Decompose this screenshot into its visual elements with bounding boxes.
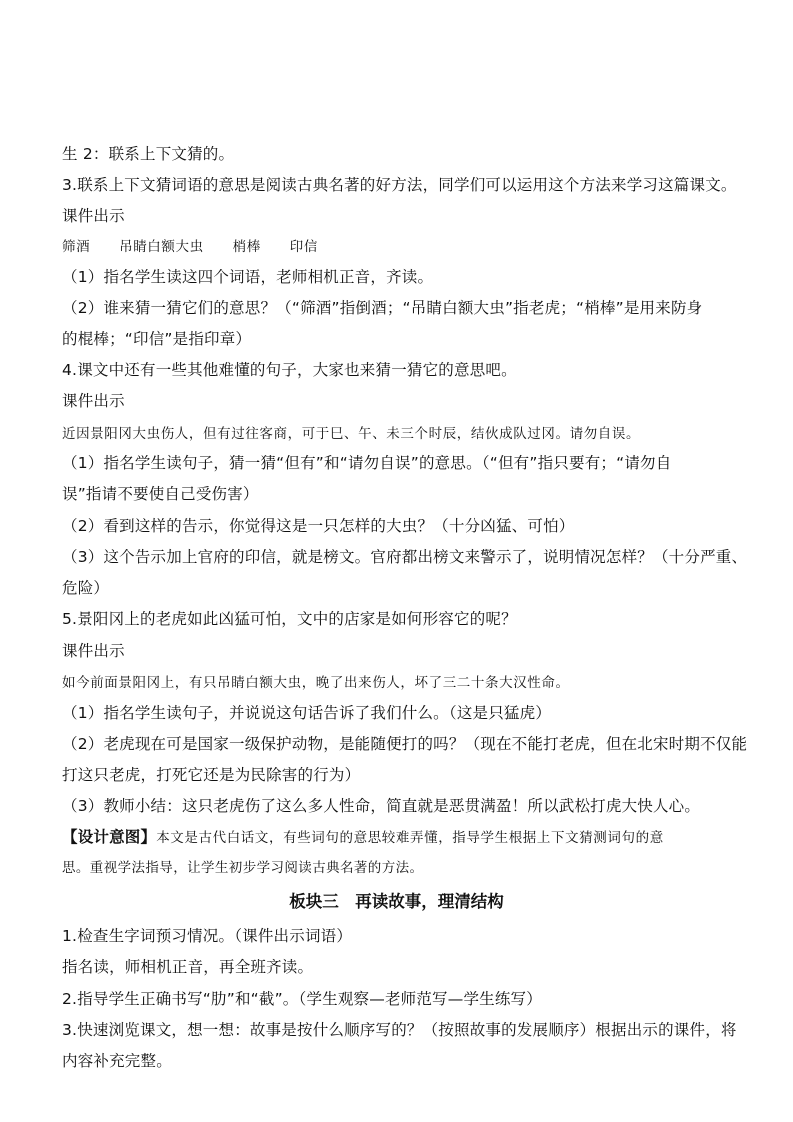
paragraph-line: 误”指请不要使自己受伤害） xyxy=(62,485,259,503)
quoted-sentence: 如今前面景阳冈上，有只吊睛白额大虫，晚了出来伤人，坏了三二十条大汉性命。 xyxy=(62,675,570,691)
paragraph-line: （3）这个告示加上官府的印信，就是榜文。官府都出榜文来警示了，说明情况怎样？（十分严重、 xyxy=(62,548,748,566)
design-intent-tag: 【设计意图】 xyxy=(62,828,157,846)
paragraph-line: 4.课文中还有一些其他难懂的句子，大家也来猜一猜它的意思吧。 xyxy=(62,361,517,379)
vocabulary-list xyxy=(62,236,342,258)
paragraph-line: 指名读，师相机正音，再全班齐读。 xyxy=(62,958,314,976)
courseware-label: 课件出示 xyxy=(62,392,125,410)
vocab-word: 筛酒 xyxy=(62,239,91,255)
paragraph-line: 5.景阳冈上的老虎如此凶猛可怕，文中的店家是如何形容它的呢？ xyxy=(62,610,517,628)
paragraph-line: 打这只老虎，打死它还是为民除害的行为） xyxy=(62,766,361,784)
paragraph-line: （2）看到这样的告示，你觉得这是一只怎样的大虫？（十分凶猛、可怕） xyxy=(62,517,575,535)
paragraph-line: 危险） xyxy=(62,579,110,597)
paragraph-line: 2.指导学生正确书写“肋”和“截”。（学生观察—老师范写—学生练写） xyxy=(62,990,542,1008)
paragraph-line: （2）老虎现在可是国家一级保护动物，是能随便打的吗？（现在不能打老虎，但在北宋时期不仅能 xyxy=(62,735,748,753)
paragraph-line: （1）指名学生读句子，并说说这句话告诉了我们什么。（这是只猛虎） xyxy=(62,704,552,722)
paragraph-line: 生 2：联系上下文猜的。 xyxy=(62,145,235,163)
paragraph-line: 的棍棒；“印信”是指印章） xyxy=(62,330,252,348)
paragraph-line: （2）谁来猜一猜它们的意思？（“筛酒”指倒酒；“吊睛白额大虫”指老虎；“梢棒”是用来防身 xyxy=(62,299,703,317)
design-intent-text: 本文是古代白话文，有些词句的意思较难弄懂，指导学生根据上下文猜测词句的意 xyxy=(156,830,664,846)
courseware-label: 课件出示 xyxy=(62,207,125,225)
courseware-label: 课件出示 xyxy=(62,642,125,660)
paragraph-line: 内容补充完整。 xyxy=(62,1052,172,1070)
design-intent-line xyxy=(62,826,664,849)
vocab-word: 梢棒 xyxy=(232,239,261,255)
paragraph-line: 3.联系上下文猜词语的意思是阅读古典名著的好方法，同学们可以运用这个方法来学习这篇课文。 xyxy=(62,176,737,194)
section-heading: 板块三 再读故事，理清结构 xyxy=(289,892,504,911)
design-intent-text: 思。重视学法指导，让学生初步学习阅读古典名著的方法。 xyxy=(62,860,424,876)
vocab-word: 吊睛白额大虫 xyxy=(119,239,204,255)
paragraph-line: 3.快速浏览课文，想一想：故事是按什么顺序写的？（按照故事的发展顺序）根据出示的课件，将 xyxy=(62,1021,737,1039)
quoted-sentence: 近因景阳冈大虫伤人，但有过往客商，可于巳、午、未三个时辰，结伙成队过冈。请勿自误。 xyxy=(62,426,641,442)
paragraph-line: 1.检查生字词预习情况。（课件出示词语） xyxy=(62,927,353,945)
vocab-word: 印信 xyxy=(289,239,318,255)
paragraph-line: （3）教师小结：这只老虎伤了这么多人性命，简直就是恶贯满盈！所以武松打虎大快人心。 xyxy=(62,797,701,815)
paragraph-line: （1）指名学生读句子，猜一猜“但有”和“请勿自误”的意思。（“但有”指只要有；“请勿自 xyxy=(62,454,672,472)
paragraph-line: （1）指名学生读这四个词语，老师相机正音，齐读。 xyxy=(62,268,434,286)
